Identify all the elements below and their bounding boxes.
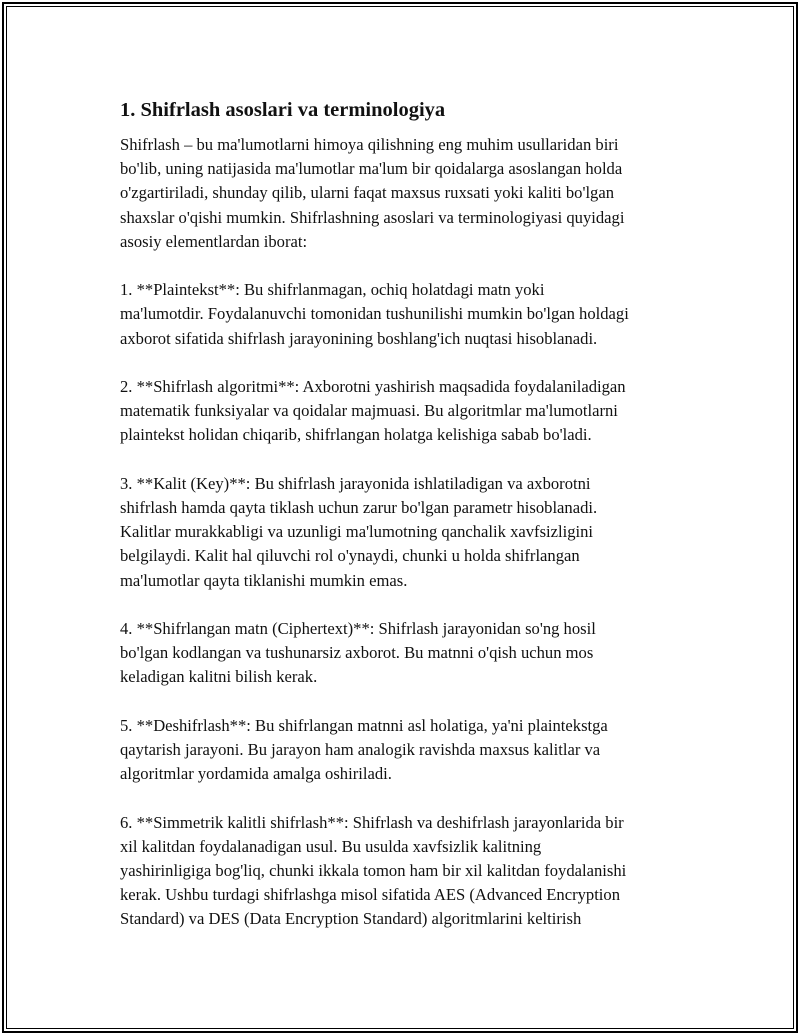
document-page: [2, 2, 798, 1033]
paragraph-symmetric-encryption: 6. **Simmetrik kalitli shifrlash**: Shifrlash va deshifrlash jarayonlarida bir xil kalitdan foydalanadigan usul. Bu usulda xavfsizlik kalitning yashirinligiga bog'liq, chunki ikkala tomon ham bir xil kalitdan foydalanishi kerak. Ushbu turdagi shifrlashga misol sifatida AES (Advanced Encryption Standard) va DES (Data Encryption Standard) algoritmlarini keltirish: [120, 812, 627, 929]
paragraph-decryption: 5. **Deshifrlash**: Bu shifrlangan matnni asl holatiga, ya'ni plainteks​tga qaytarish jarayoni. Bu jarayon ham analogik ravishda maxsus kalitlar va algoritmlar yordamida amalga oshiriladi.: [120, 715, 608, 784]
section-heading: 1. Shifrlash asoslari va terminologiya: [120, 99, 446, 121]
document-body: [120, 96, 690, 956]
paragraph-ciphertext: 4. **Shifrlangan matn (Ciphertext)**: Shifrlash jarayonidan so'ng hosil bo'lgan kodlangan va tushunarsiz axborot. Bu matnni o'qish uchun mos keladigan kalitni bilish kerak.: [120, 619, 596, 687]
paragraph-encryption-algorithm: 2. **Shifrlash algoritmi**: Axborotni yashirish maqsadida foydalaniladigan matematik funksiyalar va qoidalar majmuasi. Bu algoritmlar ma'lumotlarni plaintekst holidan chiqarib, shifrlangan holatga kelishiga sabab bo'ladi.: [120, 377, 626, 445]
intro-paragraph: Shifrlash – bu ma'lumotlarni himoya qilishning eng muhim usullaridan biri bo'lib, uning natijasida ma'lumotlar ma'lum bir qoidalarga asoslangan holda o'zgartiriladi, shunday qilib, ularni faqat maxsus ruxsati yoki kaliti bo'lgan shaxslar o'qishi mumkin. Shifrlashning asoslari va terminologiyasi quyidagi asosiy elementlardan iborat:: [120, 135, 625, 251]
paragraph-key: 3. **Kalit (Key)**: Bu shifrlash jarayonida ishlatiladigan va axborotni shifrlash hamda qayta tiklash uchun zarur bo'lgan parametr hisoblanadi. Kalitlar murakkabligi va uzunligi ma'lumotning qanchalik xavfsizligini belgilaydi. Kalit hal qiluvchi rol o'ynaydi, chunki u holda shifrlangan ma'lumotlar qayta tiklanishi mumkin emas.: [120, 473, 598, 590]
paragraph-plaintext: 1. **Plaintekst**: Bu shifrlanmagan, ochiq holatdagi matn yoki ma'lumotdir. Foydalanuvchi tomonidan tushunilishi mumkin bo'lgan holdagi axborot sifatida shifrlash jarayonining boshlang'ich nuqtasi hisoblanadi.: [120, 280, 629, 348]
